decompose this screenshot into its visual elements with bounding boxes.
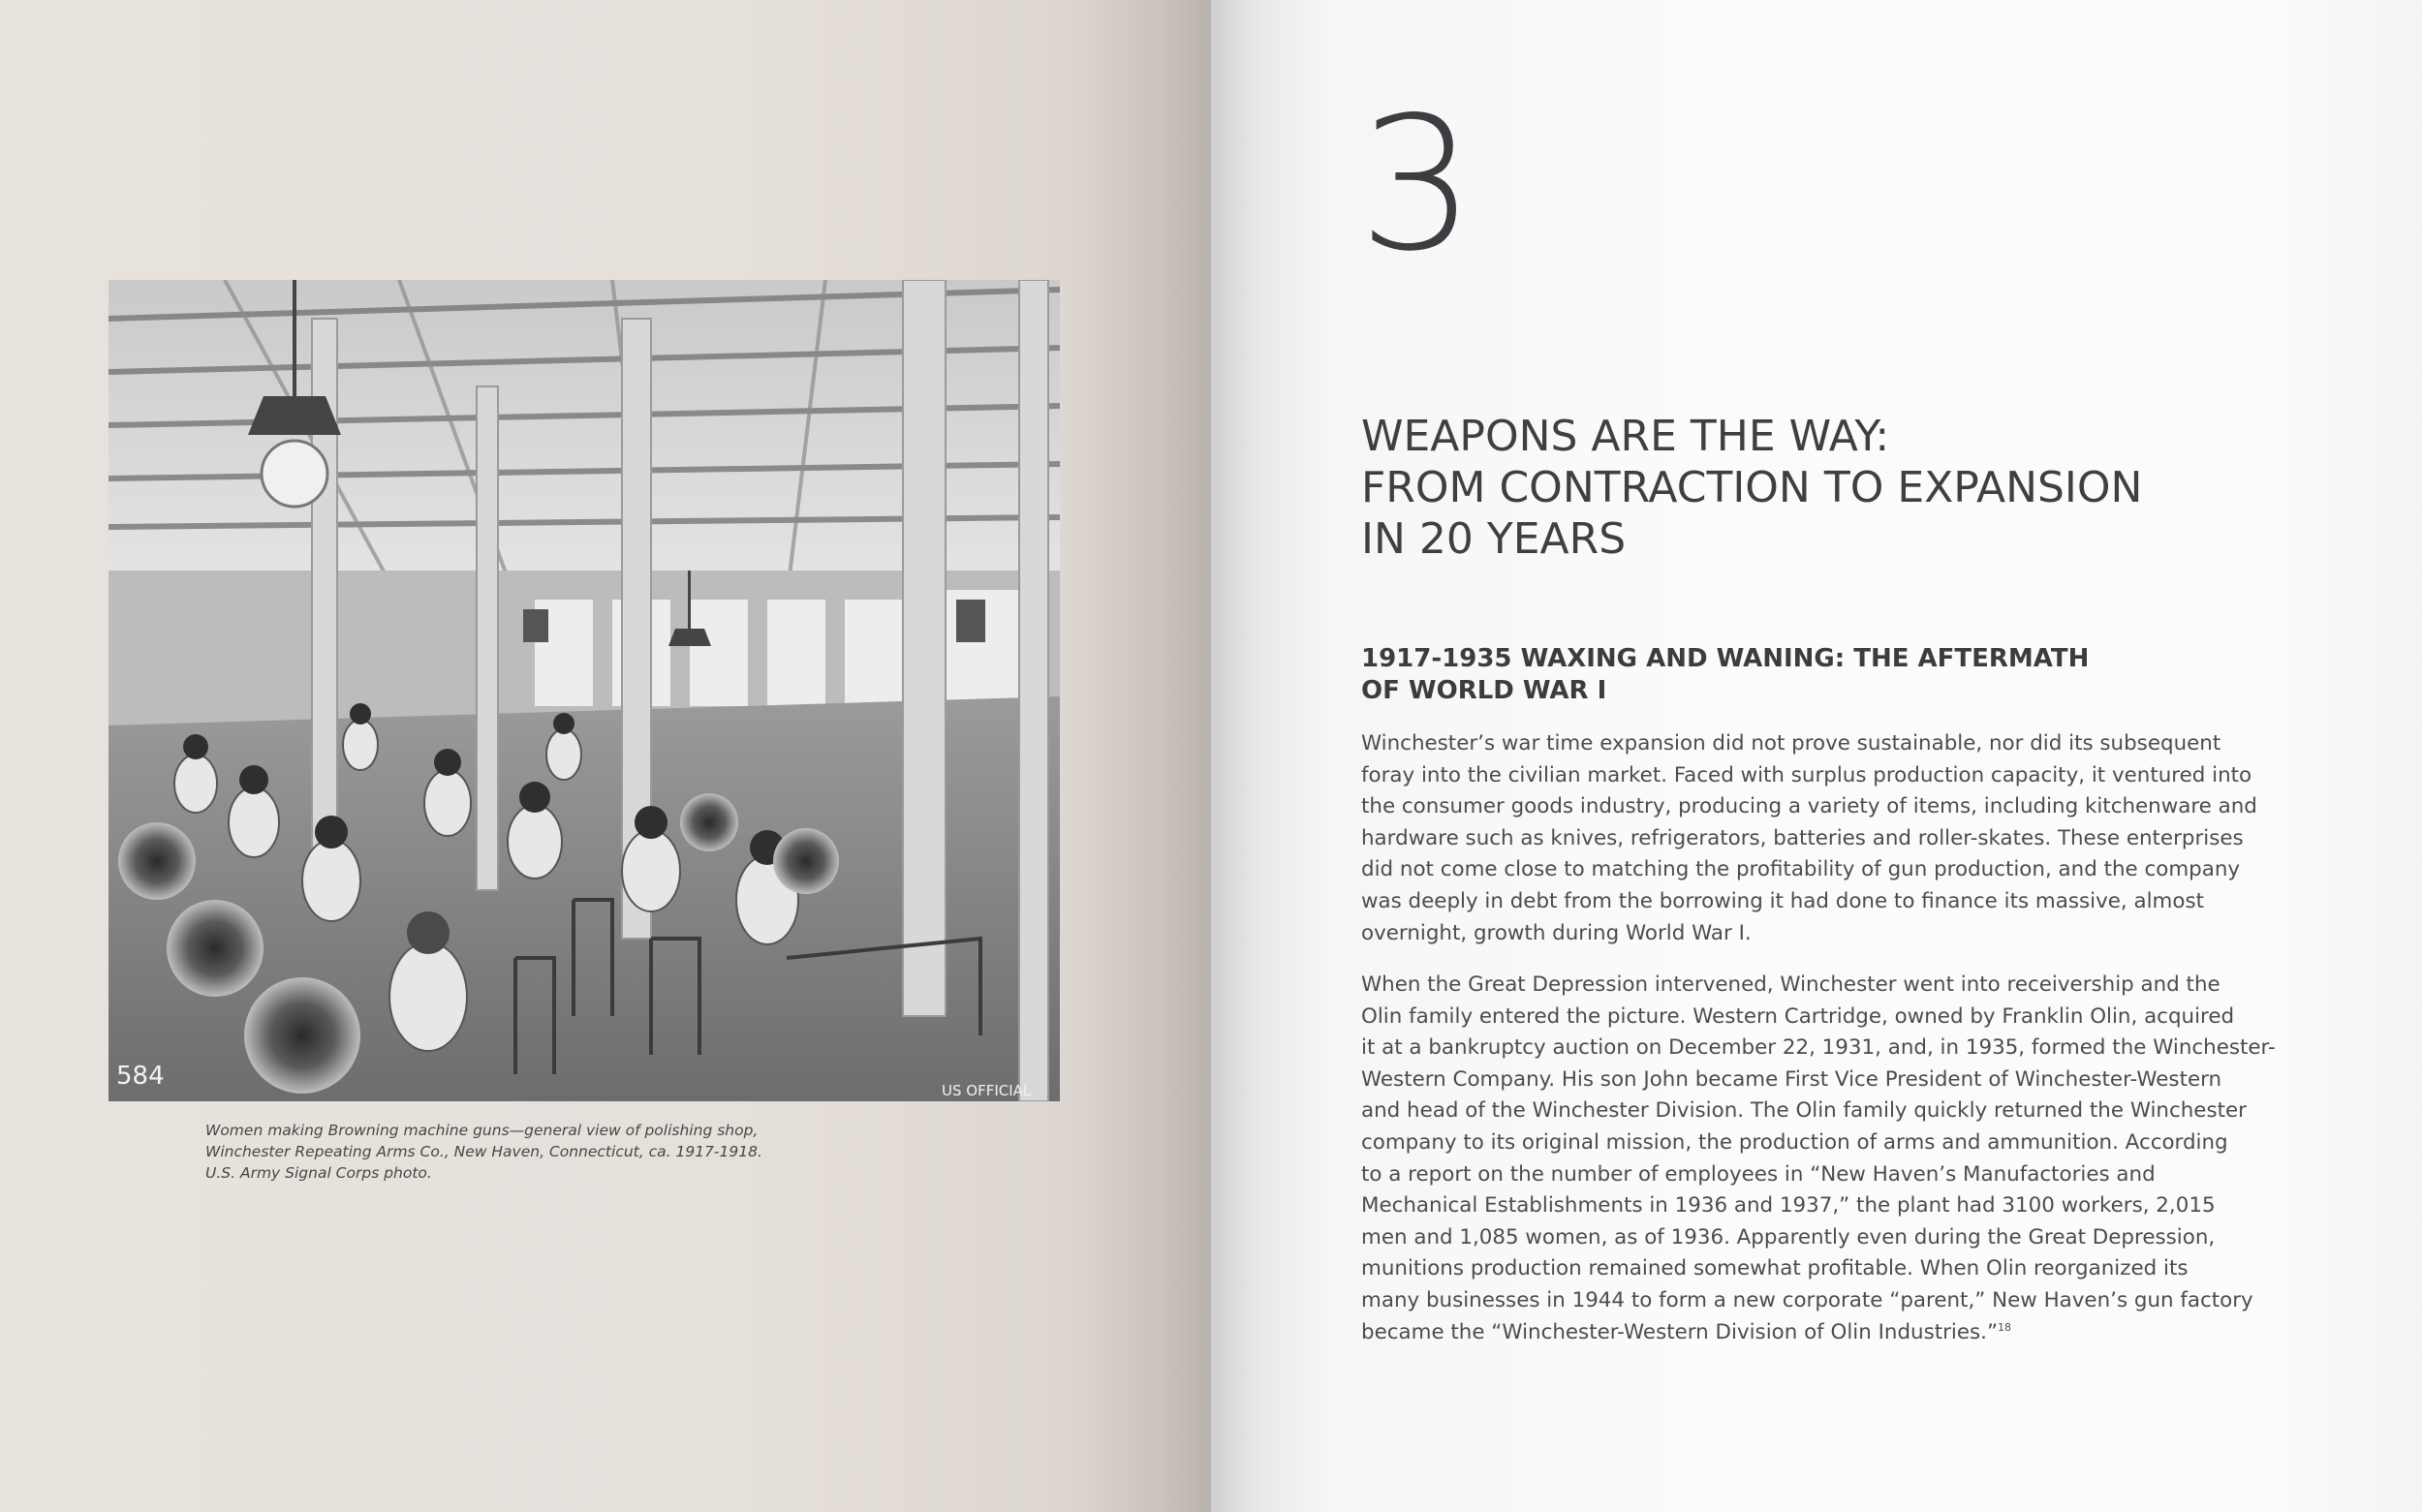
footnote-ref[interactable]: 18 <box>1998 1320 2012 1334</box>
caption-line: U.S. Army Signal Corps photo. <box>205 1164 432 1182</box>
paragraph-2 <box>1361 970 2276 1348</box>
paragraph-line: Olin family entered the picture. Western Cartridge, owned by Franklin Olin, acquired <box>1361 1003 2235 1029</box>
chapter-title <box>1361 411 2233 565</box>
section-heading-line: 1917-1935 WAXING AND WANING: THE AFTERMATH <box>1361 644 2090 673</box>
paragraph-line: overnight, growth during World War I. <box>1361 920 1752 945</box>
paragraph-line: to a report on the number of employees in “New Haven’s Manufactories and <box>1361 1161 2156 1187</box>
chapter-title-line: IN 20 YEARS <box>1361 514 1627 564</box>
paragraph-line: was deeply in debt from the borrowing it had done to finance its massive, almost <box>1361 888 2204 913</box>
paragraph-line: company to its original mission, the production of arms and ammunition. According <box>1361 1129 2228 1155</box>
paragraph-line-text: became the “Winchester-Western Division of Olin Industries.” <box>1361 1319 1999 1344</box>
paragraph-line: Mechanical Establishments in 1936 and 1937,” the plant had 3100 workers, 2,015 <box>1361 1193 2216 1219</box>
right-page <box>1211 0 2422 1512</box>
chapter-title-line: FROM CONTRACTION TO EXPANSION <box>1361 463 2143 512</box>
caption-line: Women making Browning machine guns—general view of polishing shop, <box>205 1122 759 1139</box>
paragraph-1 <box>1361 728 2257 949</box>
chapter-number: 3 <box>1358 77 1472 292</box>
paragraph-line: and head of the Winchester Division. The Olin family quickly returned the Winchester <box>1361 1098 2247 1124</box>
photo-caption <box>205 1120 884 1184</box>
paragraph-line: When the Great Depression intervened, Winchester went into receivership and the <box>1361 972 2220 997</box>
paragraph-line: many businesses in 1944 to form a new corporate “parent,” New Haven’s gun factory <box>1361 1287 2253 1312</box>
paragraph-line: foray into the civilian market. Faced with surplus production capacity, it ventured into <box>1361 762 2252 787</box>
paragraph-line: did not come close to matching the profitability of gun production, and the company <box>1361 857 2241 882</box>
paragraph-line: men and 1,085 women, as of 1936. Apparently even during the Great Depression, <box>1361 1224 2216 1250</box>
photo-stamp: US OFFICIAL <box>942 1082 1032 1099</box>
paragraph-line: Winchester’s war time expansion did not prove sustainable, nor did its subsequent <box>1361 731 2221 756</box>
factory-photo-image <box>109 280 1060 1101</box>
paragraph-line: hardware such as knives, refrigerators, batteries and roller-skates. These enterprises <box>1361 825 2244 850</box>
photo-corner-number: 584 <box>116 1062 165 1091</box>
section-heading-line: OF WORLD WAR I <box>1361 676 1607 705</box>
caption-line: Winchester Repeating Arms Co., New Haven, Connecticut, ca. 1917-1918. <box>205 1143 762 1160</box>
paragraph-line: munitions production remained somewhat profitable. When Olin reorganized its <box>1361 1256 2189 1281</box>
chapter-title-line: WEAPONS ARE THE WAY: <box>1361 412 1890 461</box>
paragraph-line: the consumer goods industry, producing a variety of items, including kitchenware and <box>1361 794 2257 819</box>
paragraph-line: Western Company. His son John became First Vice President of Winchester-Western <box>1361 1066 2222 1092</box>
paragraph-line <box>1361 1317 2214 1349</box>
factory-photo <box>109 280 1060 1101</box>
paragraph-line: it at a bankruptcy auction on December 22, 1931, and, in 1935, formed the Winchester- <box>1361 1035 2276 1061</box>
section-heading <box>1361 643 2233 707</box>
